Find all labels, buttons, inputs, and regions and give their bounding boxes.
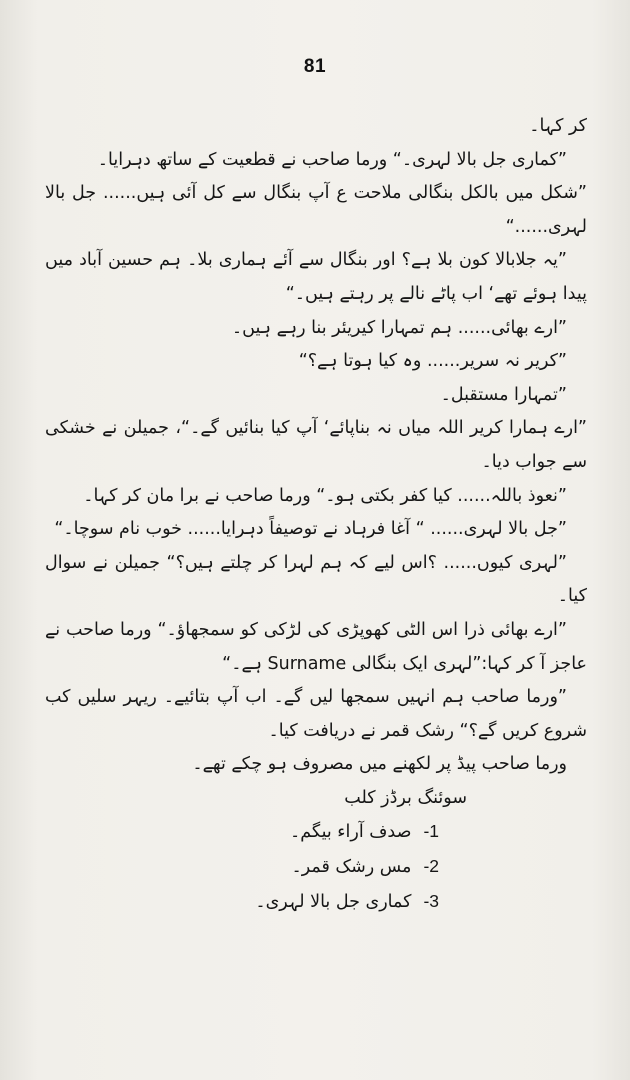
member-number: 2- [423,856,439,877]
paragraph: کر کہا۔ [529,116,587,136]
paragraph: ”ورما صاحب ہم انہیں سمجھا لیں گے۔ اب آپ بتائیے۔ ریہر سلیں کب شروع کریں گے؟“ رشک قمر نے دریافت کیا۔ [45,687,587,741]
paragraph: ”کماری جل بالا لہری۔“ ورما صاحب نے قطعیت کے ساتھ دہرایا۔ [97,149,567,170]
member-name: صدف آراء بیگم۔ [290,822,412,843]
paragraph: ”ارے بھائی...... ہم تمہارا کیریئر بنا رہے ہیں۔ [231,317,567,338]
member-name: کماری جل بالا لہری۔ [255,891,412,912]
member-list-item [45,815,587,850]
paragraph: ”کریر نہ سریر...... وہ کیا ہوتا ہے؟“ [298,351,567,372]
paragraph: ”یہ جلابالا کون بلا ہے؟ اور بنگال سے آئے ہماری بلا۔ ہم حسین آباد میں پیدا ہوئے تھے‘ اب پاٹے نالے پر رہتے ہیں۔“ [45,250,587,304]
member-list-item [45,885,587,920]
paragraph: ورما صاحب پیڈ پر لکھنے میں مصروف ہو چکے تھے۔ [192,754,567,775]
page-text [45,110,587,919]
paragraph: ”نعوذ باللہ...... کیا کفر بکتی ہو۔“ ورما صاحب نے برا مان کر کہا۔ [83,485,567,506]
member-number: 3- [423,890,439,911]
member-name: مس رشک قمر۔ [291,857,412,878]
paragraph: ”جل بالا لہری...... “ آغا فرہاد نے توصیفاً دہرایا...... خوب نام سوچا۔“ [54,519,567,540]
paragraph: ”شکل میں بالکل بنگالی ملاحت ع آپ بنگال سے کل آئی ہیں...... جل بالا لہری......“ [45,183,587,237]
paragraph: ”لہری کیوں...... ؟اس لیے کہ ہم لہرا کر چلتے ہیں؟“ جمیلن نے سوال کیا۔ [45,552,587,607]
paragraph: ”ارے بھائی ذرا اس الٹی کھوپڑی کی لڑکی کو سمجھاؤ۔“ ورما صاحب نے عاجز آ کر کہا:”لہری ایک بنگالی Surname ہے۔“ [45,619,587,674]
page-number: 81 [303,56,327,77]
club-title: سوئنگ برڈز کلب [344,787,467,808]
paragraph: ”ارے ہمارا کریر اللہ میاں نہ بناپائے‘ آپ کیا بنائیں گے۔“، جمیلن نے خشکی سے جواب دیا۔ [45,418,587,472]
member-list-item [45,850,587,885]
paragraph: ”تمہارا مستقبل۔ [440,384,567,405]
member-number: 1- [423,821,439,842]
